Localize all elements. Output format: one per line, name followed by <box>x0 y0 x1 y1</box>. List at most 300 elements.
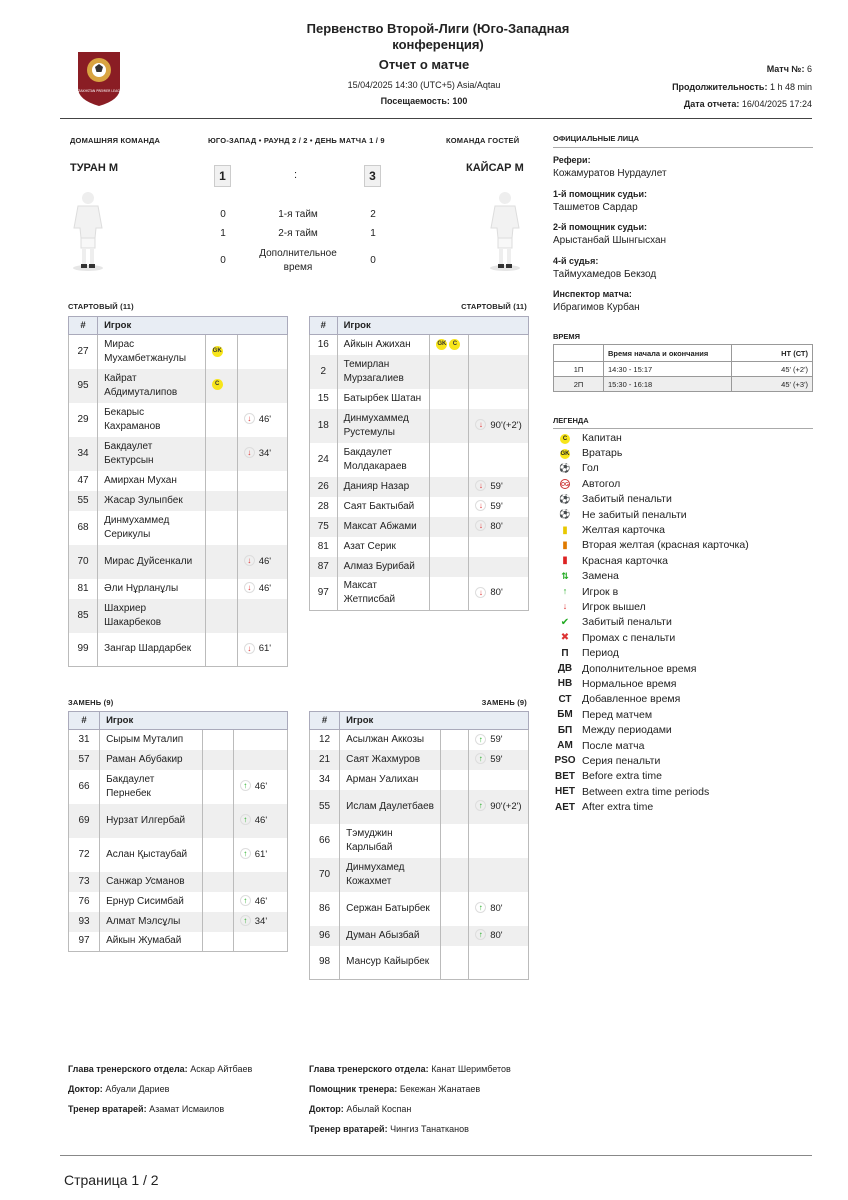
table-row <box>310 892 529 926</box>
player-name: Максат Жетписбай <box>337 577 430 611</box>
player-in-icon: ↑ <box>562 586 568 597</box>
home-kit-icon <box>68 188 108 277</box>
player-number: 34 <box>310 770 340 790</box>
table-row <box>310 926 529 946</box>
player-number: 85 <box>69 599 98 633</box>
legend-item <box>553 630 813 645</box>
table-row <box>69 579 288 599</box>
yellow-card-icon: ▮ <box>562 524 568 536</box>
official-entry <box>553 256 813 290</box>
legend-label: Не забитый пенальти <box>582 508 687 521</box>
legend-label: Дополнительное время <box>582 662 697 675</box>
legend-label: Период <box>582 647 619 660</box>
staff-name: Абылай Коспан <box>346 1104 412 1114</box>
player-in-icon: ↑ <box>240 814 251 825</box>
time-period: 1П <box>554 362 604 377</box>
staff-name: Азамат Исмаилов <box>149 1104 225 1114</box>
period-label: 2-я тайм <box>278 228 318 239</box>
svg-text:KAZAKHSTAN PREMIER LEAGUE: KAZAKHSTAN PREMIER LEAGUE <box>74 89 124 93</box>
legend-item <box>553 784 813 799</box>
col-number: # <box>310 712 340 730</box>
attendance: Посещаемость: 100 <box>380 96 468 106</box>
legend-item <box>553 430 813 445</box>
report-title: Первенство Второй-Лиги (Юго-Западная конференция) <box>306 21 570 52</box>
away-team-name: КАЙСАР М <box>466 162 524 174</box>
player-name: Тэмуджин Карлыбай <box>340 824 441 858</box>
player-number: 75 <box>310 517 338 537</box>
sub-minute: 59' <box>490 753 503 765</box>
table-row <box>69 750 288 770</box>
table-row <box>310 517 529 537</box>
table-row <box>310 557 529 577</box>
player-out-icon: ↓ <box>475 480 486 491</box>
player-number: 87 <box>310 557 338 577</box>
legend-item <box>553 645 813 660</box>
time-title: ВРЕМЯ <box>553 332 581 341</box>
player-in-icon: ↑ <box>240 915 251 926</box>
player-name: Мирас Мухамбетжанулы <box>98 335 206 369</box>
sub-minute: 46' <box>258 555 272 567</box>
player-name: Айкын Ажихан <box>337 335 430 355</box>
legend-item <box>553 584 813 599</box>
staff-role: Тренер вратарей: <box>68 1104 147 1114</box>
legend-label: After extra time <box>582 801 654 814</box>
red-card-icon: ▮ <box>562 555 568 567</box>
player-name: Амирхан Мухан <box>98 471 206 491</box>
table-row <box>69 838 288 872</box>
round-info: ЮГО-ЗАПАД • РАУНД 2 / 2 • ДЕНЬ МАТЧА 1 / 9 <box>208 136 385 145</box>
player-in-icon: ↑ <box>240 848 251 859</box>
staff-name: Чингиз Танатканов <box>390 1124 469 1134</box>
table-row <box>69 491 288 511</box>
official-entry <box>553 289 813 323</box>
goalkeeper-badge-icon: GK <box>436 339 447 350</box>
home-subs-label: ЗАМЕНЬ (9) <box>68 698 114 707</box>
legend-label: Забитый пенальти <box>582 616 672 629</box>
player-name: Темирлан Мурзагалиев <box>337 355 430 389</box>
sub-minute: 80' <box>490 929 503 941</box>
legend-abbr: ДВ <box>557 663 573 675</box>
legend-label: Игрок в <box>582 585 619 598</box>
footer-divider <box>60 1155 812 1156</box>
player-in-icon: ↑ <box>475 800 486 811</box>
sub-minute: 80' <box>490 587 503 599</box>
legend-item <box>553 476 813 491</box>
legend-title: ЛЕГЕНДА <box>553 416 589 425</box>
legend-label: Замена <box>582 570 619 583</box>
legend-item <box>553 722 813 737</box>
officials-title: ОФИЦИАЛЬНЫЕ ЛИЦА <box>553 134 640 143</box>
sub-minute: 59' <box>490 500 503 512</box>
staff-entry <box>68 1104 252 1124</box>
table-row <box>310 577 529 611</box>
period-away-score: 2 <box>370 209 376 220</box>
player-number: 29 <box>69 403 98 437</box>
legend-item <box>553 707 813 722</box>
player-number: 76 <box>69 892 100 912</box>
official-entry <box>553 222 813 256</box>
player-number: 96 <box>310 926 340 946</box>
sub-minute: 34' <box>258 447 272 459</box>
legend-abbr: БМ <box>557 709 573 721</box>
official-role: Инспектор матча: <box>553 289 632 299</box>
time-ht: 45' (+3') <box>732 377 813 392</box>
legend-item <box>553 538 813 553</box>
goalkeeper-badge-icon: GK <box>212 346 223 357</box>
legend-item <box>553 753 813 768</box>
away-subs-label: ЗАМЕНЬ (9) <box>481 698 527 707</box>
legend-item <box>553 553 813 568</box>
page-number: Страница 1 / 2 <box>64 1172 159 1188</box>
legend-label: Забитый пенальти <box>582 493 672 506</box>
legend-label: Between extra time periods <box>582 785 710 798</box>
legend-item <box>553 769 813 784</box>
player-name: Арман Уалихан <box>340 770 441 790</box>
sub-minute: 46' <box>258 413 272 425</box>
staff-entry <box>309 1084 511 1104</box>
player-name: Шахриер Шакарбеков <box>98 599 206 633</box>
sub-minute: 61' <box>258 643 272 655</box>
official-name: Арыстанбай Шынгысхан <box>553 235 667 246</box>
legend-label: Before extra time <box>582 770 662 783</box>
table-row <box>310 537 529 557</box>
home-team-label: ДОМАШНЯЯ КОМАНДА <box>70 136 161 145</box>
score-separator: : <box>294 169 298 181</box>
table-row <box>69 804 288 838</box>
staff-entry <box>309 1124 511 1144</box>
staff-name: Абуали Дариев <box>105 1084 170 1094</box>
player-out-icon: ↓ <box>475 520 486 531</box>
table-row <box>310 770 529 790</box>
table-row <box>310 477 529 497</box>
table-row <box>69 511 288 545</box>
legend-label: Серия пенальти <box>582 754 661 767</box>
player-name: Аслан Қыстаубай <box>100 838 203 872</box>
player-name: Ернур Сисимбай <box>100 892 203 912</box>
col-number: # <box>69 712 100 730</box>
legend-abbr: СТ <box>558 693 572 705</box>
table-row <box>310 750 529 770</box>
legend-abbr: PSO <box>554 755 576 767</box>
legend-item <box>553 692 813 707</box>
col-player: Игрок <box>100 712 288 730</box>
sub-minute: 46' <box>254 814 268 826</box>
legend-item <box>553 522 813 537</box>
official-role: 1-й помощник судьи: <box>553 188 648 199</box>
staff-name: Бекежан Жанатаев <box>399 1084 481 1094</box>
player-number: 97 <box>310 577 338 611</box>
player-name: Динмухамед Кожахмет <box>340 858 441 892</box>
legend-abbr: AET <box>555 801 575 813</box>
player-out-icon: ↓ <box>244 643 255 654</box>
staff-entry <box>309 1064 511 1084</box>
table-row <box>69 770 288 804</box>
player-out-icon: ↓ <box>244 555 255 566</box>
official-entry <box>553 155 813 189</box>
away-kit-icon <box>485 188 525 277</box>
captain-badge-icon: C <box>212 379 223 390</box>
badge-icon: C <box>553 432 577 444</box>
legend-item <box>553 445 813 460</box>
table-row <box>310 946 529 980</box>
player-number: 86 <box>310 892 340 926</box>
table-row <box>310 335 529 355</box>
staff-role: Доктор: <box>309 1104 344 1114</box>
goal-icon: ⚽ <box>559 462 571 473</box>
player-number: 47 <box>69 471 98 491</box>
player-name: Сырым Муталип <box>100 730 203 750</box>
player-name: Бекарыс Кахраманов <box>98 403 206 437</box>
period-away-score: 0 <box>370 255 376 266</box>
time-col-range: Время начала и окончания <box>604 345 732 362</box>
legend-label: Игрок вышел <box>582 600 646 613</box>
badge-icon: GK <box>560 451 570 458</box>
period-home-score: 0 <box>220 255 226 266</box>
captain-badge-icon: C <box>449 339 460 350</box>
legend-item <box>553 599 813 614</box>
player-name: Айкын Жумабай <box>100 932 203 952</box>
player-name: Саят Жахмуров <box>340 750 441 770</box>
player-name: Динмухаммед Рустемулы <box>337 409 430 443</box>
table-row <box>69 730 288 750</box>
table-row <box>69 545 288 579</box>
legend-label: Добавленное время <box>582 693 681 706</box>
staff-role: Глава тренерского отдела: <box>309 1064 429 1074</box>
official-role: Рефери: <box>553 155 591 165</box>
staff-entry <box>309 1104 511 1124</box>
player-number: 28 <box>310 497 338 517</box>
player-name: Батырбек Шатан <box>337 389 430 409</box>
player-in-icon: ↑ <box>240 780 251 791</box>
table-row <box>69 932 288 952</box>
period-label: Дополнительное время <box>259 248 337 273</box>
sub-minute: 59' <box>490 480 503 492</box>
player-name: Ислам Даулетбаев <box>340 790 441 824</box>
staff-role: Доктор: <box>68 1084 103 1094</box>
officials-divider <box>553 147 813 148</box>
period-away-score: 1 <box>370 228 376 239</box>
player-in-icon: ↑ <box>475 734 486 745</box>
player-number: 26 <box>310 477 338 497</box>
player-out-icon: ↓ <box>562 601 568 612</box>
player-name: Кайрат Абдимуталипов <box>98 369 206 403</box>
player-number: 66 <box>310 824 340 858</box>
time-ht: 45' (+2') <box>732 362 813 377</box>
table-row <box>69 437 288 471</box>
player-number: 16 <box>310 335 338 355</box>
cross-icon: ✖ <box>560 632 570 644</box>
player-number: 70 <box>69 545 98 579</box>
player-number: 97 <box>69 932 100 952</box>
own-goal-icon: OG <box>553 478 577 489</box>
staff-role: Тренер вратарей: <box>309 1124 388 1134</box>
goal-icon: ⚽ <box>559 493 571 504</box>
legend-label: Вторая желтая (красная карточка) <box>582 539 749 552</box>
player-number: 81 <box>310 537 338 557</box>
legend-abbr: BET <box>555 770 575 782</box>
legend-item <box>553 676 813 691</box>
legend-label: Автогол <box>582 477 621 490</box>
table-row <box>310 409 529 443</box>
period-home-score: 0 <box>220 209 226 220</box>
player-name: Жасар Зулыпбек <box>98 491 206 511</box>
legend-label: Желтая карточка <box>582 524 666 537</box>
table-row <box>310 443 529 477</box>
col-player: Игрок <box>98 317 288 335</box>
player-number: 31 <box>69 730 100 750</box>
away-starting-label: СТАРТОВЫЙ (11) <box>461 302 527 311</box>
player-name: Алмат Мэлсұлы <box>100 912 203 932</box>
player-number: 72 <box>69 838 100 872</box>
player-number: 68 <box>69 511 98 545</box>
official-role: 4-й судья: <box>553 255 599 266</box>
player-name: Данияр Назар <box>337 477 430 497</box>
legend-label: Промах с пенальти <box>582 631 676 644</box>
player-name: Бакдаулет Пернебек <box>100 770 203 804</box>
sub-minute: 80' <box>490 520 503 532</box>
sub-minute: 61' <box>254 848 268 860</box>
player-out-icon: ↓ <box>244 413 255 424</box>
table-row <box>310 858 529 892</box>
player-name: Азат Серик <box>337 537 430 557</box>
sub-minute: 46' <box>258 582 272 594</box>
legend-label: Вратарь <box>582 447 623 460</box>
table-row <box>69 369 288 403</box>
table-row <box>310 355 529 389</box>
match-number: Матч №: 6 <box>766 64 812 74</box>
player-number: 81 <box>69 579 98 599</box>
away-starting-table <box>309 316 529 611</box>
table-row <box>69 335 288 369</box>
sub-minute: 34' <box>254 915 268 927</box>
col-number: # <box>69 317 98 335</box>
home-team-name: ТУРАН М <box>70 162 119 174</box>
player-number: 55 <box>69 491 98 511</box>
legend-label: Перед матчем <box>582 708 653 721</box>
header-divider <box>60 118 812 119</box>
player-number: 18 <box>310 409 338 443</box>
legend-label: Нормальное время <box>582 677 677 690</box>
player-number: 27 <box>69 335 98 369</box>
player-number: 99 <box>69 633 98 667</box>
home-score: 1 <box>214 165 231 187</box>
player-number: 98 <box>310 946 340 980</box>
col-player: Игрок <box>337 317 528 335</box>
time-range: 14:30 - 15:17 <box>604 362 732 377</box>
player-in-icon: ↑ <box>240 895 251 906</box>
legend-item <box>553 738 813 753</box>
player-name: Санжар Усманов <box>100 872 203 892</box>
col-number: # <box>310 317 338 335</box>
match-duration: Продолжительность: 1 h 48 min <box>672 82 812 92</box>
sub-minute: 59' <box>490 733 503 745</box>
staff-name: Аскар Айтбаев <box>190 1064 253 1074</box>
legend-item <box>553 615 813 630</box>
period-home-score: 1 <box>220 228 226 239</box>
player-number: 24 <box>310 443 338 477</box>
staff-role: Глава тренерского отдела: <box>68 1064 188 1074</box>
legend-label: Гол <box>582 462 599 475</box>
time-period: 2П <box>554 377 604 392</box>
away-subs-table <box>309 711 529 980</box>
legend-label: Между периодами <box>582 724 672 737</box>
legend-label: Красная карточка <box>582 554 668 567</box>
player-name: Бакдаулет Бектурсын <box>98 437 206 471</box>
official-role: 2-й помощник судьи: <box>553 222 648 232</box>
sub-minute: 90'(+2') <box>490 800 522 812</box>
player-out-icon: ↓ <box>475 419 486 430</box>
legend-item <box>553 661 813 676</box>
player-number: 34 <box>69 437 98 471</box>
legend-abbr: АМ <box>557 740 573 751</box>
sub-minute: 46' <box>254 895 268 907</box>
player-number: 70 <box>310 858 340 892</box>
player-name: Думан Абызбай <box>340 926 441 946</box>
official-name: Кожамуратов Нурдаулет <box>553 168 667 179</box>
official-entry <box>553 189 813 223</box>
home-staff <box>68 1064 252 1124</box>
report-subtitle: Отчет о матче <box>378 57 470 72</box>
player-name: Бакдаулет Молдакараев <box>337 443 430 477</box>
player-number: 21 <box>310 750 340 770</box>
player-in-icon: ↑ <box>475 902 486 913</box>
player-number: 2 <box>310 355 338 389</box>
home-starting-table <box>68 316 288 667</box>
player-name: Зангар Шардарбек <box>98 633 206 667</box>
player-out-icon: ↓ <box>244 447 255 458</box>
staff-entry <box>68 1084 252 1104</box>
staff-entry <box>68 1064 252 1084</box>
player-number: 73 <box>69 872 100 892</box>
report-date: Дата отчета: 16/04/2025 17:24 <box>683 99 812 109</box>
player-in-icon: ↑ <box>475 753 486 764</box>
legend-divider <box>553 428 813 429</box>
col-player: Игрок <box>340 712 529 730</box>
table-row <box>310 389 529 409</box>
player-name: Сержан Батырбек <box>340 892 441 926</box>
player-name: Саят Бактыбай <box>337 497 430 517</box>
sub-minute: 90'(+2') <box>490 419 522 431</box>
away-staff <box>309 1064 511 1144</box>
player-name: Мирас Дуйсенкали <box>98 545 206 579</box>
sub-minute: 46' <box>254 780 268 792</box>
substitution-icon: ⇅ <box>561 570 569 581</box>
player-name: Мансур Кайырбек <box>340 946 441 980</box>
legend-label: Капитан <box>582 431 622 444</box>
player-number: 69 <box>69 804 100 838</box>
check-icon: ✔ <box>560 616 570 628</box>
legend-item <box>553 492 813 507</box>
legend-list <box>553 430 813 815</box>
player-name: Алмаз Бурибай <box>337 557 430 577</box>
player-number: 55 <box>310 790 340 824</box>
player-out-icon: ↓ <box>475 500 486 511</box>
player-name: Асылжан Аккозы <box>340 730 441 750</box>
home-starting-label: СТАРТОВЫЙ (11) <box>68 302 134 311</box>
time-table <box>553 344 813 392</box>
time-range: 15:30 - 16:18 <box>604 377 732 392</box>
table-row <box>310 790 529 824</box>
table-row <box>69 872 288 892</box>
player-out-icon: ↓ <box>244 582 255 593</box>
time-col-period <box>554 345 604 362</box>
table-row <box>69 633 288 667</box>
period-label: 1-я тайм <box>278 209 318 220</box>
legend-abbr: НВ <box>557 678 573 690</box>
staff-name: Канат Шеримбетов <box>431 1064 511 1074</box>
legend-label: После матча <box>582 739 645 752</box>
table-row <box>69 403 288 437</box>
